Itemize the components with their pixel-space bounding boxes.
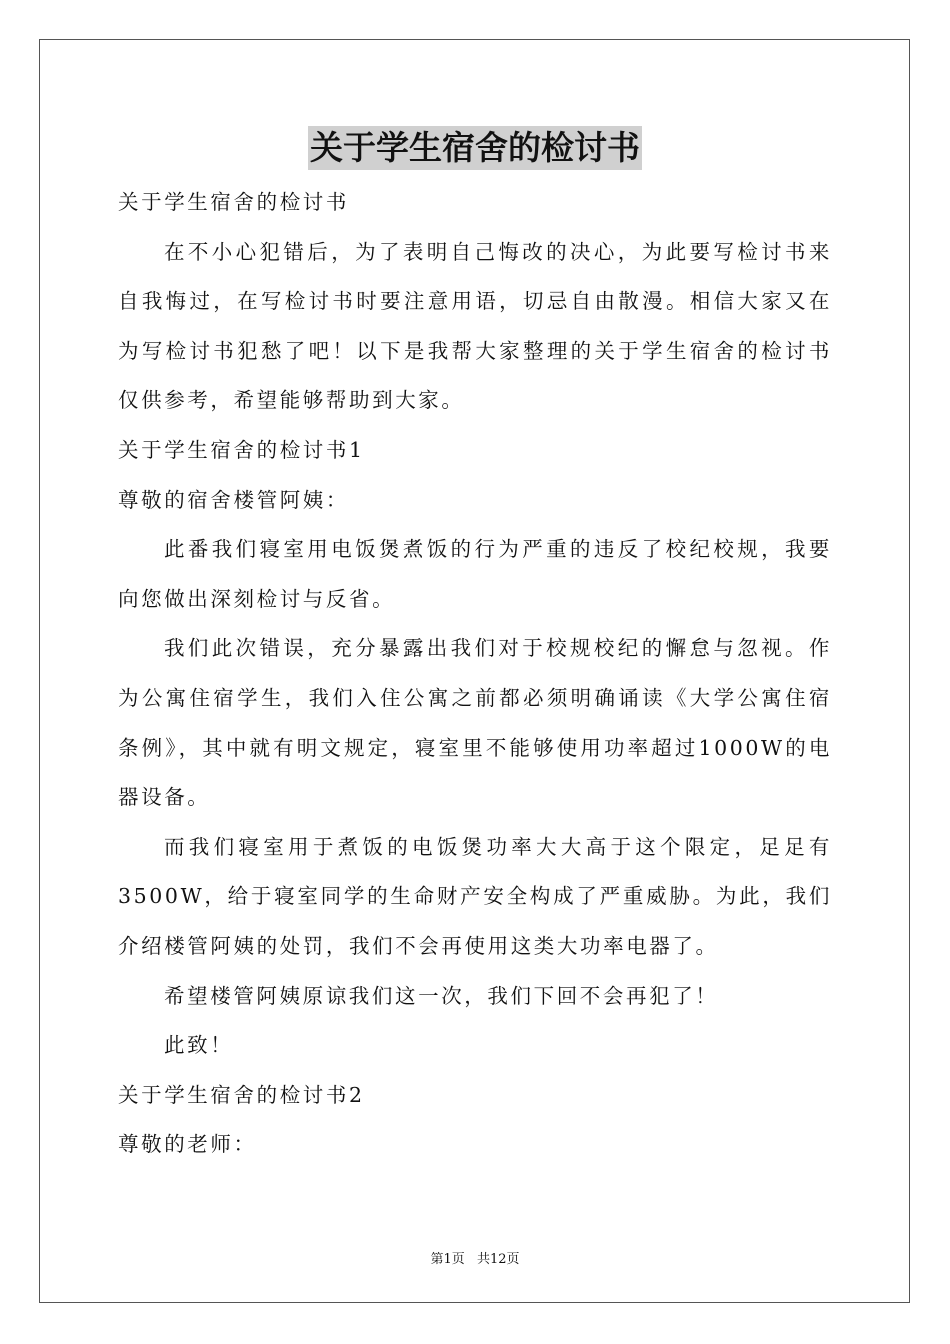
page-footer — [0, 1248, 950, 1267]
section-1-heading: 关于学生宿舍的检讨书1 — [118, 437, 365, 462]
total-pages: 共12页 — [476, 1252, 520, 1267]
section-1-paragraph-3: 而我们寝室用于煮饭的电饭煲功率大大高于这个限定，足足有3500W，给于寝室同学的生命财产安全构成了严重威胁。为此，我们介绍楼管阿姨的处罚，我们不会再使用这类大功率电器了。 — [118, 834, 832, 958]
section-1-paragraph-2: 我们此次错误，充分暴露出我们对于校规校纪的懈怠与忽视。作为公寓住宿学生，我们入住公寓之前都必须明确诵读《大学公寓住宿条例》，其中就有明文规定，寝室里不能够使用功率超过1000W的电器设备。 — [118, 636, 832, 810]
section-1-paragraph-4: 希望楼管阿姨原谅我们这一次，我们下回不会再犯了！ — [164, 983, 719, 1008]
section-2-greeting: 尊敬的老师： — [118, 1132, 257, 1157]
title-area — [0, 126, 950, 170]
section-2-heading: 关于学生宿舍的检讨书2 — [118, 1082, 365, 1107]
intro-paragraph: 在不小心犯错后，为了表明自己悔改的决心，为此要写检讨书来自我悔过，在写检讨书时要注意用语，切忌自由散漫。相信大家又在为写检讨书犯愁了吧！以下是我帮大家整理的关于学生宿舍的检讨书仅供参考，希望能够帮助到大家。 — [118, 239, 832, 413]
document-body — [118, 178, 832, 1170]
section-1-paragraph-1: 此番我们寝室用电饭煲煮饭的行为严重的违反了校纪校规，我要向您做出深刻检讨与反省。 — [118, 537, 832, 611]
page-number: 第1页 — [430, 1252, 465, 1267]
document-subtitle: 关于学生宿舍的检讨书 — [118, 190, 349, 214]
section-1-closing: 此致！ — [164, 1033, 234, 1058]
section-1-greeting: 尊敬的宿舍楼管阿姨： — [118, 487, 349, 512]
document-title: 关于学生宿舍的检讨书 — [308, 126, 642, 170]
